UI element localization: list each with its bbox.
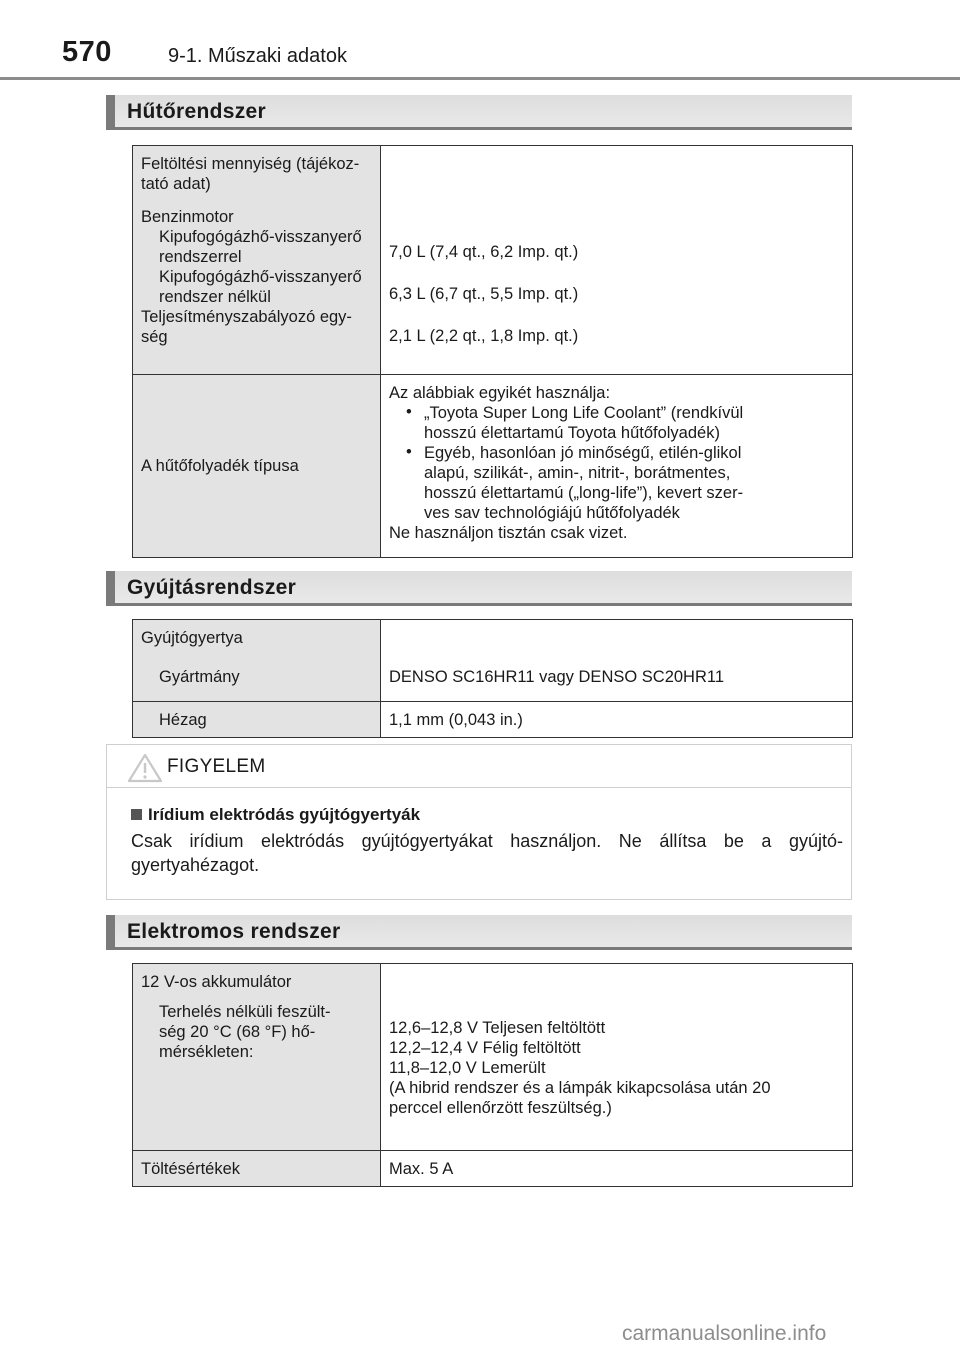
capacity-value-with-ehr: 7,0 L (7,4 qt., 6,2 Imp. qt.) <box>389 243 579 261</box>
page-number: 570 <box>62 36 112 68</box>
cooling-spec-table <box>132 145 853 558</box>
voltage-value-cell <box>381 964 853 1151</box>
charge-label: Töltésértékek <box>141 1159 241 1178</box>
make-label: Gyártmány <box>159 668 240 686</box>
list-item <box>389 443 844 523</box>
electrical-spec-table <box>132 963 853 1187</box>
table-row <box>133 964 853 1151</box>
gasoline-engine-label: Benzinmotor <box>141 208 234 226</box>
table-row <box>133 375 853 558</box>
gap-label-cell <box>133 702 381 738</box>
cooling-capacity-value-cell <box>381 146 853 375</box>
with-ehr-label: Kipufogógázhő-visszanyerő <box>159 228 362 246</box>
watermark: carmanualsonline.info <box>622 1322 827 1345</box>
gap-label: Hézag <box>159 710 207 729</box>
bullet-line: hosszú élettartamú Toyota hűtőfolyadék) <box>424 424 720 442</box>
capacity-label-line: tató adat) <box>141 175 211 193</box>
without-ehr-label: Kipufogógázhő-visszanyerő <box>159 268 362 286</box>
coolant-type-label-cell <box>133 375 381 558</box>
without-ehr-label: rendszer nélkül <box>159 288 271 306</box>
chapter-title: 9-1. Műszaki adatok <box>168 45 347 67</box>
battery-label-cell <box>133 964 381 1151</box>
section-heading-electrical: Elektromos rendszer <box>106 915 852 950</box>
charge-label-cell <box>133 1151 381 1187</box>
ignition-spec-table <box>132 619 853 738</box>
bullet-line: „Toyota Super Long Life Coolant” (rendkívül <box>424 404 744 422</box>
square-bullet-icon <box>131 809 142 820</box>
bullet-icon: • <box>406 443 412 461</box>
spark-plug-label-cell <box>133 620 381 702</box>
gap-value: 1,1 mm (0,043 in.) <box>389 710 523 729</box>
voltage-half: 12,2–12,4 V Félig feltöltött <box>389 1039 581 1057</box>
spark-plug-label: Gyújtógyertya <box>141 629 243 647</box>
bullet-line: alapú, szilikát-, amin-, nitrit-, borátmentes, <box>424 464 731 482</box>
section-heading-ignition: Gyújtásrendszer <box>106 571 852 606</box>
gap-value-cell <box>381 702 853 738</box>
cooling-capacity-label-cell <box>133 146 381 375</box>
table-row <box>133 1151 853 1187</box>
make-value-cell <box>381 620 853 702</box>
capacity-value-without-ehr: 6,3 L (6,7 qt., 5,5 Imp. qt.) <box>389 285 579 303</box>
list-item <box>389 403 844 443</box>
bullet-icon: • <box>406 403 412 421</box>
coolant-type-value-cell <box>381 375 853 558</box>
coolant-intro: Az alábbiak egyikét használja: <box>389 384 611 402</box>
bullet-line: Egyéb, hasonlóan jó minőségű, etilén-glikol <box>424 444 742 462</box>
battery-label: 12 V-os akkumulátor <box>141 973 292 991</box>
warning-header <box>107 745 851 788</box>
warning-title: FIGYELEM <box>167 756 266 777</box>
voltage-discharged: 11,8–12,0 V Lemerült <box>389 1059 546 1077</box>
bullet-line: hosszú élettartamú („long-life”), kevert szer- <box>424 484 744 502</box>
charge-value: Max. 5 A <box>389 1159 454 1178</box>
capacity-label-line: Feltöltési mennyiség (tájékoz- <box>141 155 360 173</box>
table-row <box>133 146 853 375</box>
warning-subtitle <box>131 805 420 825</box>
with-ehr-label: rendszerrel <box>159 248 242 266</box>
warning-subtitle-text: Irídium elektródás gyújtógyertyák <box>148 805 421 824</box>
voltage-label: ség 20 °C (68 °F) hő- <box>159 1023 316 1041</box>
coolant-type-label: A hűtőfolyadék típusa <box>141 457 299 475</box>
voltage-label: Terhelés nélküli feszült- <box>159 1003 331 1021</box>
table-row <box>133 702 853 738</box>
voltage-label: mérsékleten: <box>159 1043 254 1061</box>
pcu-label: Teljesítményszabályozó egy- <box>141 308 352 326</box>
bullet-line: ves sav technológiájú hűtőfolyadék <box>424 504 680 522</box>
pcu-label: ség <box>141 328 168 346</box>
make-value: DENSO SC16HR11 vagy DENSO SC20HR11 <box>389 668 725 686</box>
table-row <box>133 620 853 702</box>
charge-value-cell <box>381 1151 853 1187</box>
warning-text: Csak irídium elektródás gyújtógyertyákat használjon. Ne állítsa be a gyújtó-gyertyahézagot. <box>131 831 843 875</box>
voltage-full: 12,6–12,8 V Teljesen feltöltött <box>389 1019 606 1037</box>
section-heading-cooling: Hűtőrendszer <box>106 95 852 130</box>
coolant-note: Ne használjon tisztán csak vizet. <box>389 524 628 542</box>
capacity-value-pcu: 2,1 L (2,2 qt., 1,8 Imp. qt.) <box>389 327 579 345</box>
warning-box <box>106 744 852 900</box>
voltage-note: (A hibrid rendszer és a lámpák kikapcsolása után 20 <box>389 1079 771 1097</box>
warning-triangle-icon <box>127 753 163 783</box>
voltage-note: perccel ellenőrzött feszültség.) <box>389 1099 612 1117</box>
header-divider <box>0 77 960 80</box>
